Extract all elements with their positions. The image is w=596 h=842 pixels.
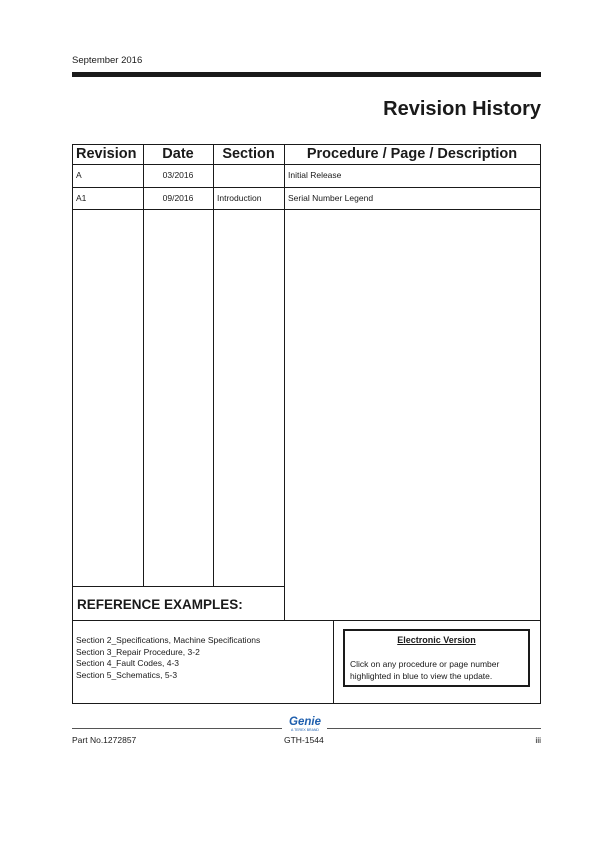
reference-example-line: Section 2_Specifications, Machine Specifications bbox=[76, 635, 261, 645]
reference-examples-list bbox=[76, 635, 260, 681]
cell-revision: A1 bbox=[76, 193, 87, 203]
part-number: Part No.1272857 bbox=[72, 735, 137, 745]
header-rule bbox=[72, 72, 541, 77]
column-header-date: Date bbox=[162, 146, 194, 162]
cell-description[interactable]: Initial Release bbox=[288, 170, 342, 180]
electronic-version-box bbox=[343, 629, 530, 687]
page-title: Revision History bbox=[383, 98, 541, 120]
revision-table bbox=[72, 144, 541, 704]
reference-example-line: Section 5_Schematics, 5-3 bbox=[76, 669, 178, 680]
model-number: GTH-1544 bbox=[284, 735, 324, 745]
electronic-version-text: highlighted in blue to view the update. bbox=[350, 670, 493, 681]
reference-example-line: Section 4_Fault Codes, 4-3 bbox=[76, 658, 180, 668]
genie-logo bbox=[287, 717, 323, 733]
column-header-revision: Revision bbox=[76, 146, 137, 162]
column-header-section: Section bbox=[222, 146, 275, 162]
footer-rule bbox=[72, 728, 282, 729]
column-divider bbox=[213, 145, 214, 586]
cell-section: Introduction bbox=[217, 193, 262, 203]
logo-tagline: A TEREX BRAND bbox=[291, 728, 319, 732]
row-divider bbox=[73, 164, 540, 165]
reference-example-line: Section 3_Repair Procedure, 3-2 bbox=[76, 646, 200, 657]
column-header-description: Procedure / Page / Description bbox=[306, 146, 518, 162]
column-divider bbox=[284, 145, 285, 620]
header-date: September 2016 bbox=[72, 55, 143, 66]
logo-wordmark: Genie bbox=[289, 716, 321, 728]
page-number: iii bbox=[535, 735, 541, 745]
row-divider bbox=[73, 586, 284, 587]
cell-revision: A bbox=[76, 170, 82, 180]
footer-rule bbox=[327, 728, 541, 729]
column-divider bbox=[333, 621, 334, 704]
reference-examples-title: REFERENCE EXAMPLES: bbox=[77, 597, 243, 612]
cell-date: 03/2016 bbox=[162, 170, 194, 180]
column-divider bbox=[143, 145, 144, 586]
cell-date: 09/2016 bbox=[162, 193, 194, 203]
electronic-version-body bbox=[350, 659, 523, 682]
cell-description[interactable]: Serial Number Legend bbox=[288, 193, 374, 203]
row-divider bbox=[73, 620, 540, 621]
row-divider bbox=[73, 187, 540, 188]
row-divider bbox=[73, 209, 540, 210]
electronic-version-title: Electronic Version bbox=[397, 635, 476, 645]
electronic-version-text: Click on any procedure or page number bbox=[350, 659, 500, 669]
